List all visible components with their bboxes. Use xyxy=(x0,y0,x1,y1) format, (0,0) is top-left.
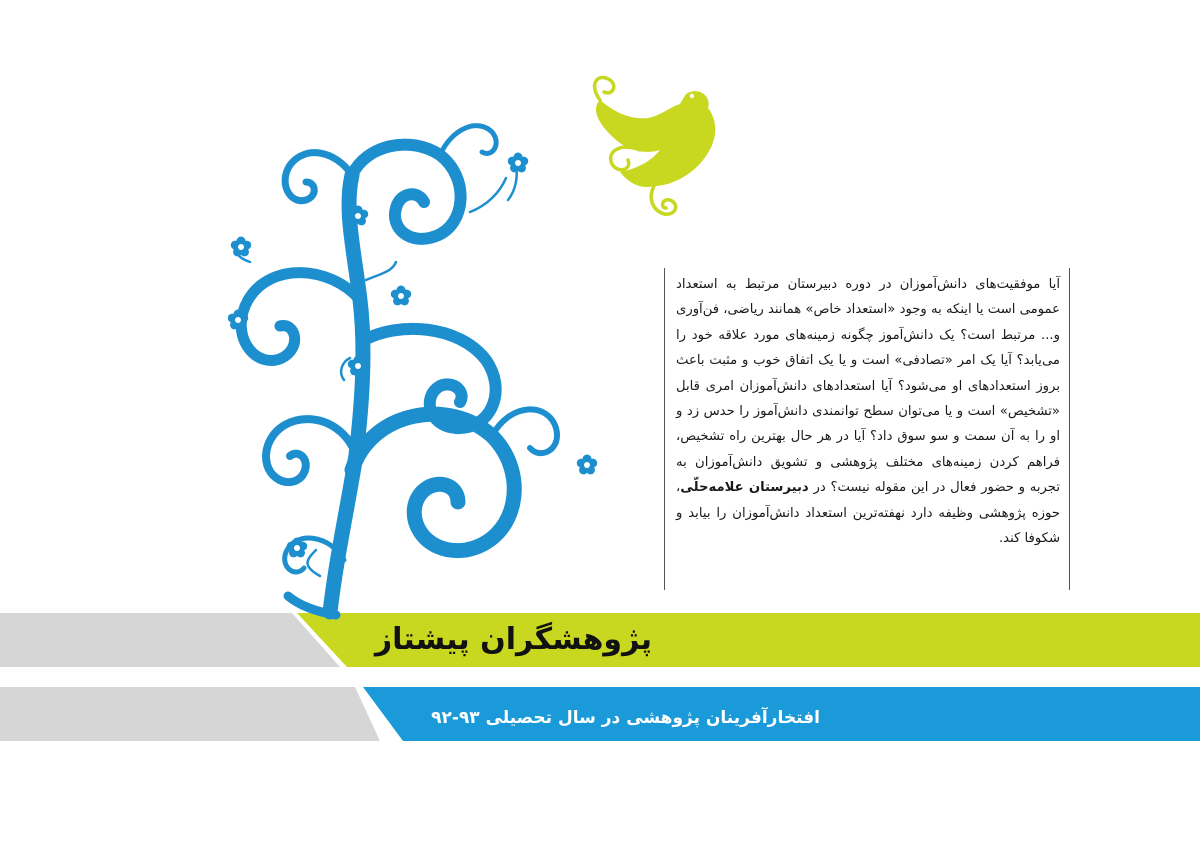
article-paragraph-2: ، حوزه پژوهشی وظیفه دارد نهفته‌ترین استعداد دانش‌آموزان را بیابد و شکوفا کند. xyxy=(676,480,1060,547)
dove-bird-icon xyxy=(595,77,716,214)
banner-gray-top xyxy=(0,613,340,667)
school-name: دبیرستان علامه‌حلّی xyxy=(680,480,809,496)
article-paragraph-1: آیا موفقیت‌های دانش‌آموزان در دوره دبیرستان مرتبط به استعداد عمومی است یا اینکه به وجود «استعداد خاص» همانند ریاضی، فن‌آوری و... مرتبط است؟ یک دانش‌آموز چگونه زمینه‌های مورد علاقه خود را می‌یابد؟ آیا یک امر «تصادفی» است و یا یک اتفاق خوب و مثبت باعث بروز استعدادهای او می‌شود؟ آیا استعدادهای دانش‌آموزان امری قابل «تشخیص» است و یا می‌توان سطح توانمندی دانش‌آموز را حدس زد و او را به آن سمت و سو سوق داد؟ آیا در هر حال بهترین راه تشخیص، فراهم کردن زمینه‌های مختلف پژوهشی و تشویق دانش‌آموزان به تجربه و حضور فعال در این مقوله نیست؟ در xyxy=(676,277,1060,496)
banner-title: پژوهشگران پیشتاز xyxy=(374,622,652,657)
article-body xyxy=(676,272,1060,551)
banner-gray-bottom xyxy=(0,687,380,741)
decorative-swirl-tree-icon xyxy=(235,126,557,615)
banner-subtitle: افتخارآفرینان پژوهشی در سال تحصیلی ۹۳-۹۲ xyxy=(431,708,820,728)
